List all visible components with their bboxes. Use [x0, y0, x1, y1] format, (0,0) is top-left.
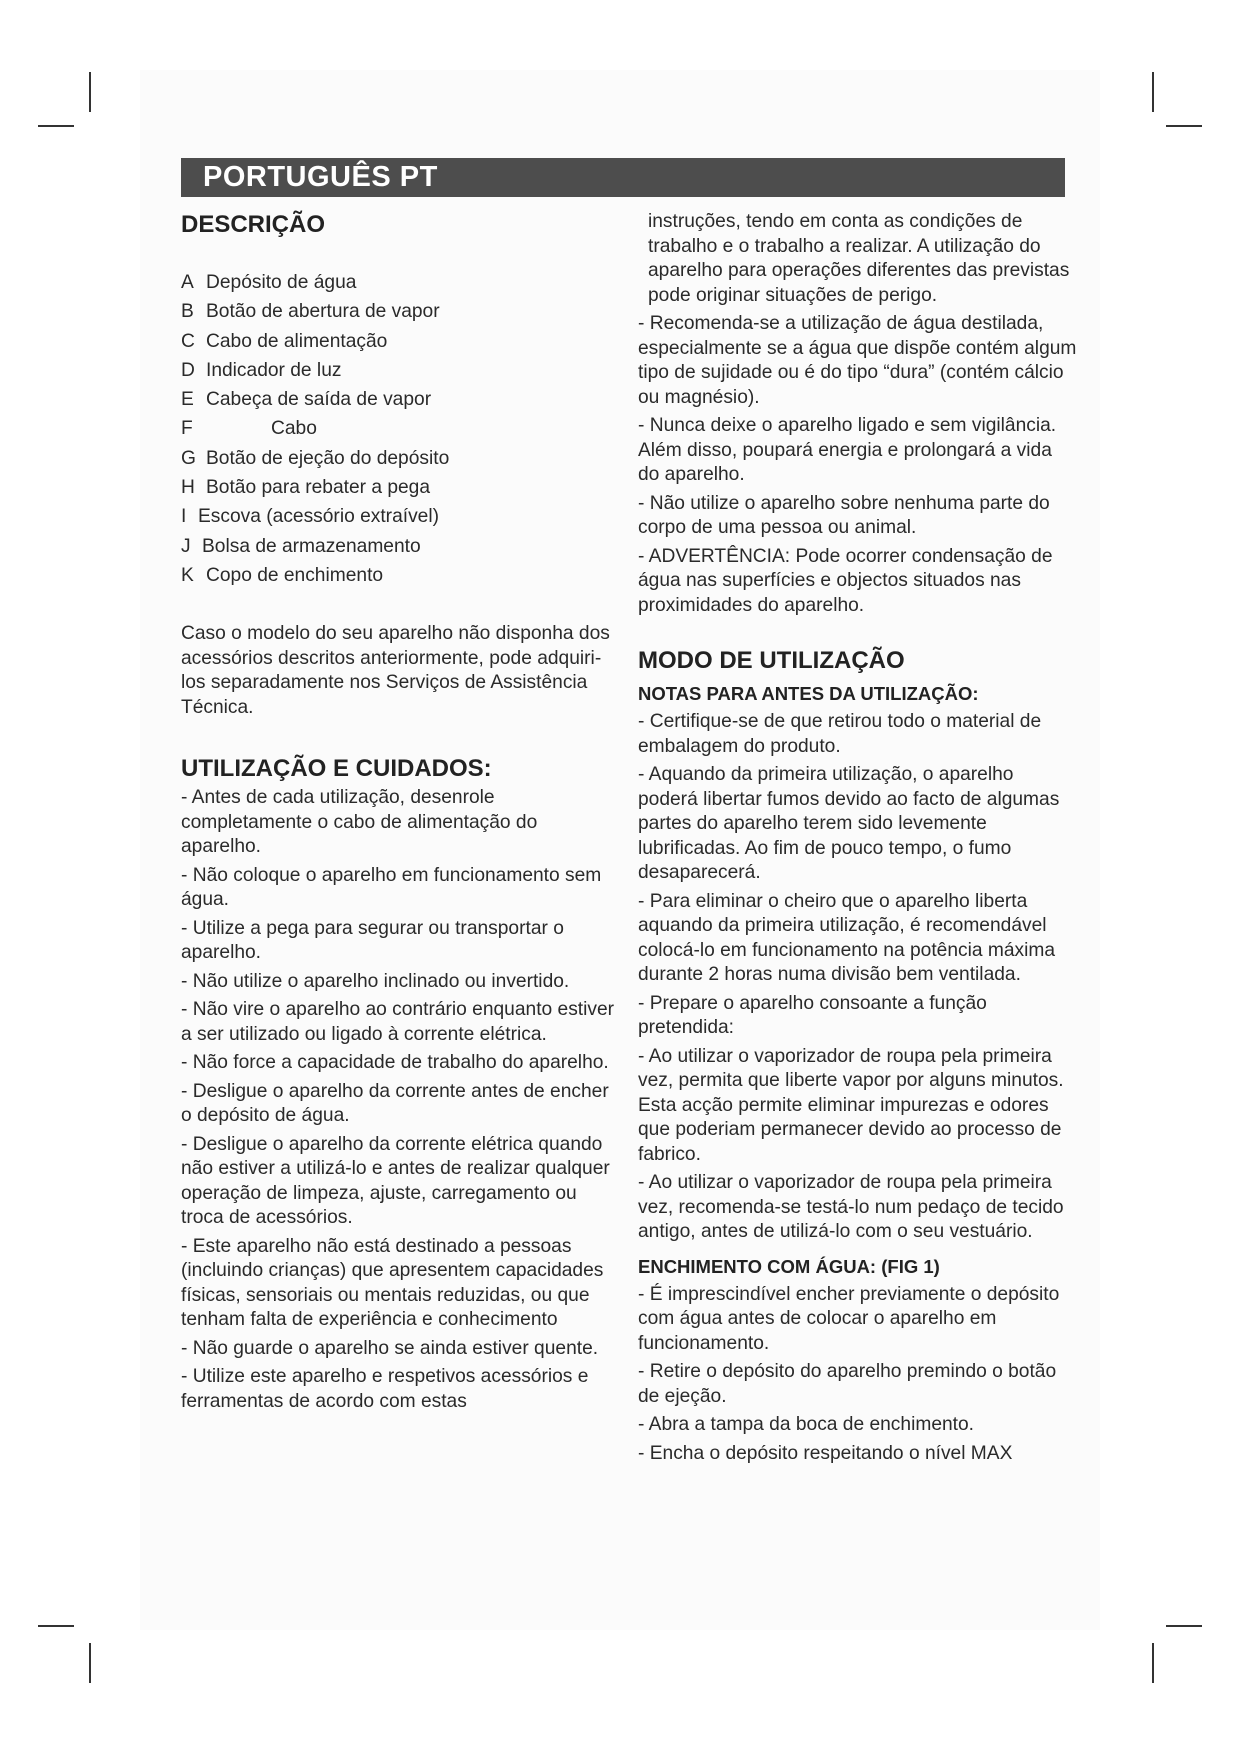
- list-item: - Este aparelho não está destinado a pessoas (incluindo crianças) que apresentem capacidades físicas, sensoriais ou mentais reduzidas, ou que tenham falta de experiência e conhecimento: [181, 1235, 604, 1331]
- accessories-note: Caso o modelo do seu aparelho não disponha dos acessórios descritos anteriormente, pode adquiri-los separadamente nos Serviços de Assistência Técnica.: [181, 623, 610, 718]
- list-item: - Desligue o aparelho da corrente antes de encher o depósito de água.: [181, 1080, 609, 1127]
- parts-list-item: B Botão de abertura de vapor: [181, 301, 440, 323]
- enchimento-list: [638, 1283, 1078, 1467]
- parts-list: [181, 268, 621, 590]
- crop-mark-bottom-right-h: [1166, 1625, 1202, 1627]
- parts-list-item: H Botão para rebater a pega: [181, 477, 431, 499]
- crop-mark-bottom-right-v: [1152, 1643, 1154, 1683]
- notas-heading: NOTAS PARA ANTES DA UTILIZAÇÃO:: [638, 683, 979, 704]
- list-item: - Certifique-se de que retirou todo o material de embalagem do produto.: [638, 711, 1042, 757]
- list-item: - Nunca deixe o aparelho ligado e sem vigilância. Além disso, poupará energia e prolongará a vida do aparelho.: [638, 415, 1057, 485]
- crop-mark-top-left-v: [89, 72, 91, 112]
- list-item: - Não force a capacidade de trabalho do aparelho.: [181, 1052, 609, 1074]
- utilizacao-heading: UTILIZAÇÃO E CUIDADOS:: [181, 755, 492, 783]
- list-item: - Recomenda-se a utilização de água destilada, especialmente se a água que dispõe contém algum tipo de sujidade ou é do tipo “dura” (contém cálcio ou magnésio).: [638, 313, 1077, 408]
- parts-list-item: A Depósito de água: [181, 272, 357, 293]
- list-item: - Utilize este aparelho e respetivos acessórios e ferramentas de acordo com estas: [181, 1366, 589, 1412]
- list-item: - Ao utilizar o vaporizador de roupa pela primeira vez, recomenda-se testá-lo num pedaço de tecido antigo, antes de utilizá-lo com o seu vestuário.: [638, 1172, 1064, 1242]
- list-item: - Desligue o aparelho da corrente elétrica quando não estiver a utilizá-lo e antes de realizar qualquer operação de limpeza, ajuste, carregamento ou troca de acessórios.: [181, 1133, 610, 1229]
- list-item: - Abra a tampa da boca de enchimento.: [638, 1414, 974, 1435]
- list-item: - Para eliminar o cheiro que o aparelho liberta aquando da primeira utilização, é recomendável colocá-lo em funcionamento na potência máxima durante 2 horas numa divisão bem ventilada.: [638, 890, 1056, 985]
- left-column: [181, 210, 621, 1418]
- list-item: - ADVERTÊNCIA: Pode ocorrer condensação de água nas superfícies e objectos situados nas proximidades do aparelho.: [638, 545, 1053, 616]
- list-item: - Aquando da primeira utilização, o aparelho poderá libertar fumos devido ao facto de algumas partes do aparelho terem sido levemente lubrificadas. Ao fim de pouco tempo, o fumo desaparecerá.: [638, 764, 1060, 883]
- descricao-heading: DESCRIÇÃO: [181, 211, 326, 238]
- parts-list-item: F Cabo: [181, 418, 317, 440]
- list-item: - Não coloque o aparelho em funcionamento sem água.: [181, 864, 602, 911]
- list-item: - Ao utilizar o vaporizador de roupa pela primeira vez, permita que liberte vapor por alguns minutos. Esta acção permite eliminar impurezas e odores que poderiam permanecer devido ao processo de fabrico.: [638, 1045, 1064, 1165]
- parts-list-item: J Bolsa de armazenamento: [181, 535, 421, 557]
- list-item: - Retire o depósito do aparelho premindo o botão de ejeção.: [638, 1361, 1057, 1407]
- list-item: - Encha o depósito respeitando o nível MAX: [638, 1442, 1013, 1464]
- parts-list-item: I Escova (acessório extraível): [181, 506, 439, 528]
- crop-mark-top-right-h: [1166, 125, 1202, 127]
- crop-mark-bottom-left-h: [38, 1625, 74, 1627]
- list-item: - Não utilize o aparelho sobre nenhuma parte do corpo de uma pessoa ou animal.: [638, 492, 1050, 538]
- list-item: - Prepare o aparelho consoante a função pretendida:: [638, 992, 987, 1038]
- parts-list-item: C Cabo de alimentação: [181, 330, 388, 352]
- list-item: - Utilize a pega para segurar ou transportar o aparelho.: [181, 917, 564, 964]
- right-column: [638, 210, 1078, 1470]
- crop-mark-top-right-v: [1152, 72, 1154, 112]
- list-item: - Antes de cada utilização, desenrole completamente o cabo de alimentação do aparelho.: [181, 787, 538, 858]
- parts-list-item: E Cabeça de saída de vapor: [181, 389, 432, 411]
- list-item: - Não guarde o aparelho se ainda estiver quente.: [181, 1337, 599, 1359]
- list-item: - Não vire o aparelho ao contrário enquanto estiver a ser utilizado ou ligado à corrente elétrica.: [181, 999, 615, 1045]
- utilizacao-list: [181, 786, 621, 1414]
- crop-mark-bottom-left-v: [89, 1643, 91, 1683]
- crop-mark-top-left-h: [38, 125, 74, 127]
- parts-list-item: K Copo de enchimento: [181, 564, 384, 586]
- modo-heading: MODO DE UTILIZAÇÃO: [638, 647, 905, 674]
- list-item: - É imprescindível encher previamente o depósito com água antes de colocar o aparelho em funcionamento.: [638, 1283, 1060, 1354]
- utilizacao-continuation: instruções, tendo em conta as condições de trabalho e o trabalho a realizar. A utilização do aparelho para operações diferentes das previstas pode originar situações de perigo.: [648, 211, 1070, 306]
- language-header: PORTUGUÊS PT: [181, 158, 1065, 197]
- enchimento-heading: ENCHIMENTO COM ÁGUA: (FIG 1): [638, 1255, 940, 1277]
- utilizacao-list-continued: [638, 312, 1078, 618]
- parts-list-item: G Botão de ejeção do depósito: [181, 447, 450, 469]
- list-item: - Não utilize o aparelho inclinado ou invertido.: [181, 970, 570, 992]
- notas-list: [638, 710, 1078, 1245]
- parts-list-item: D Indicador de luz: [181, 359, 342, 381]
